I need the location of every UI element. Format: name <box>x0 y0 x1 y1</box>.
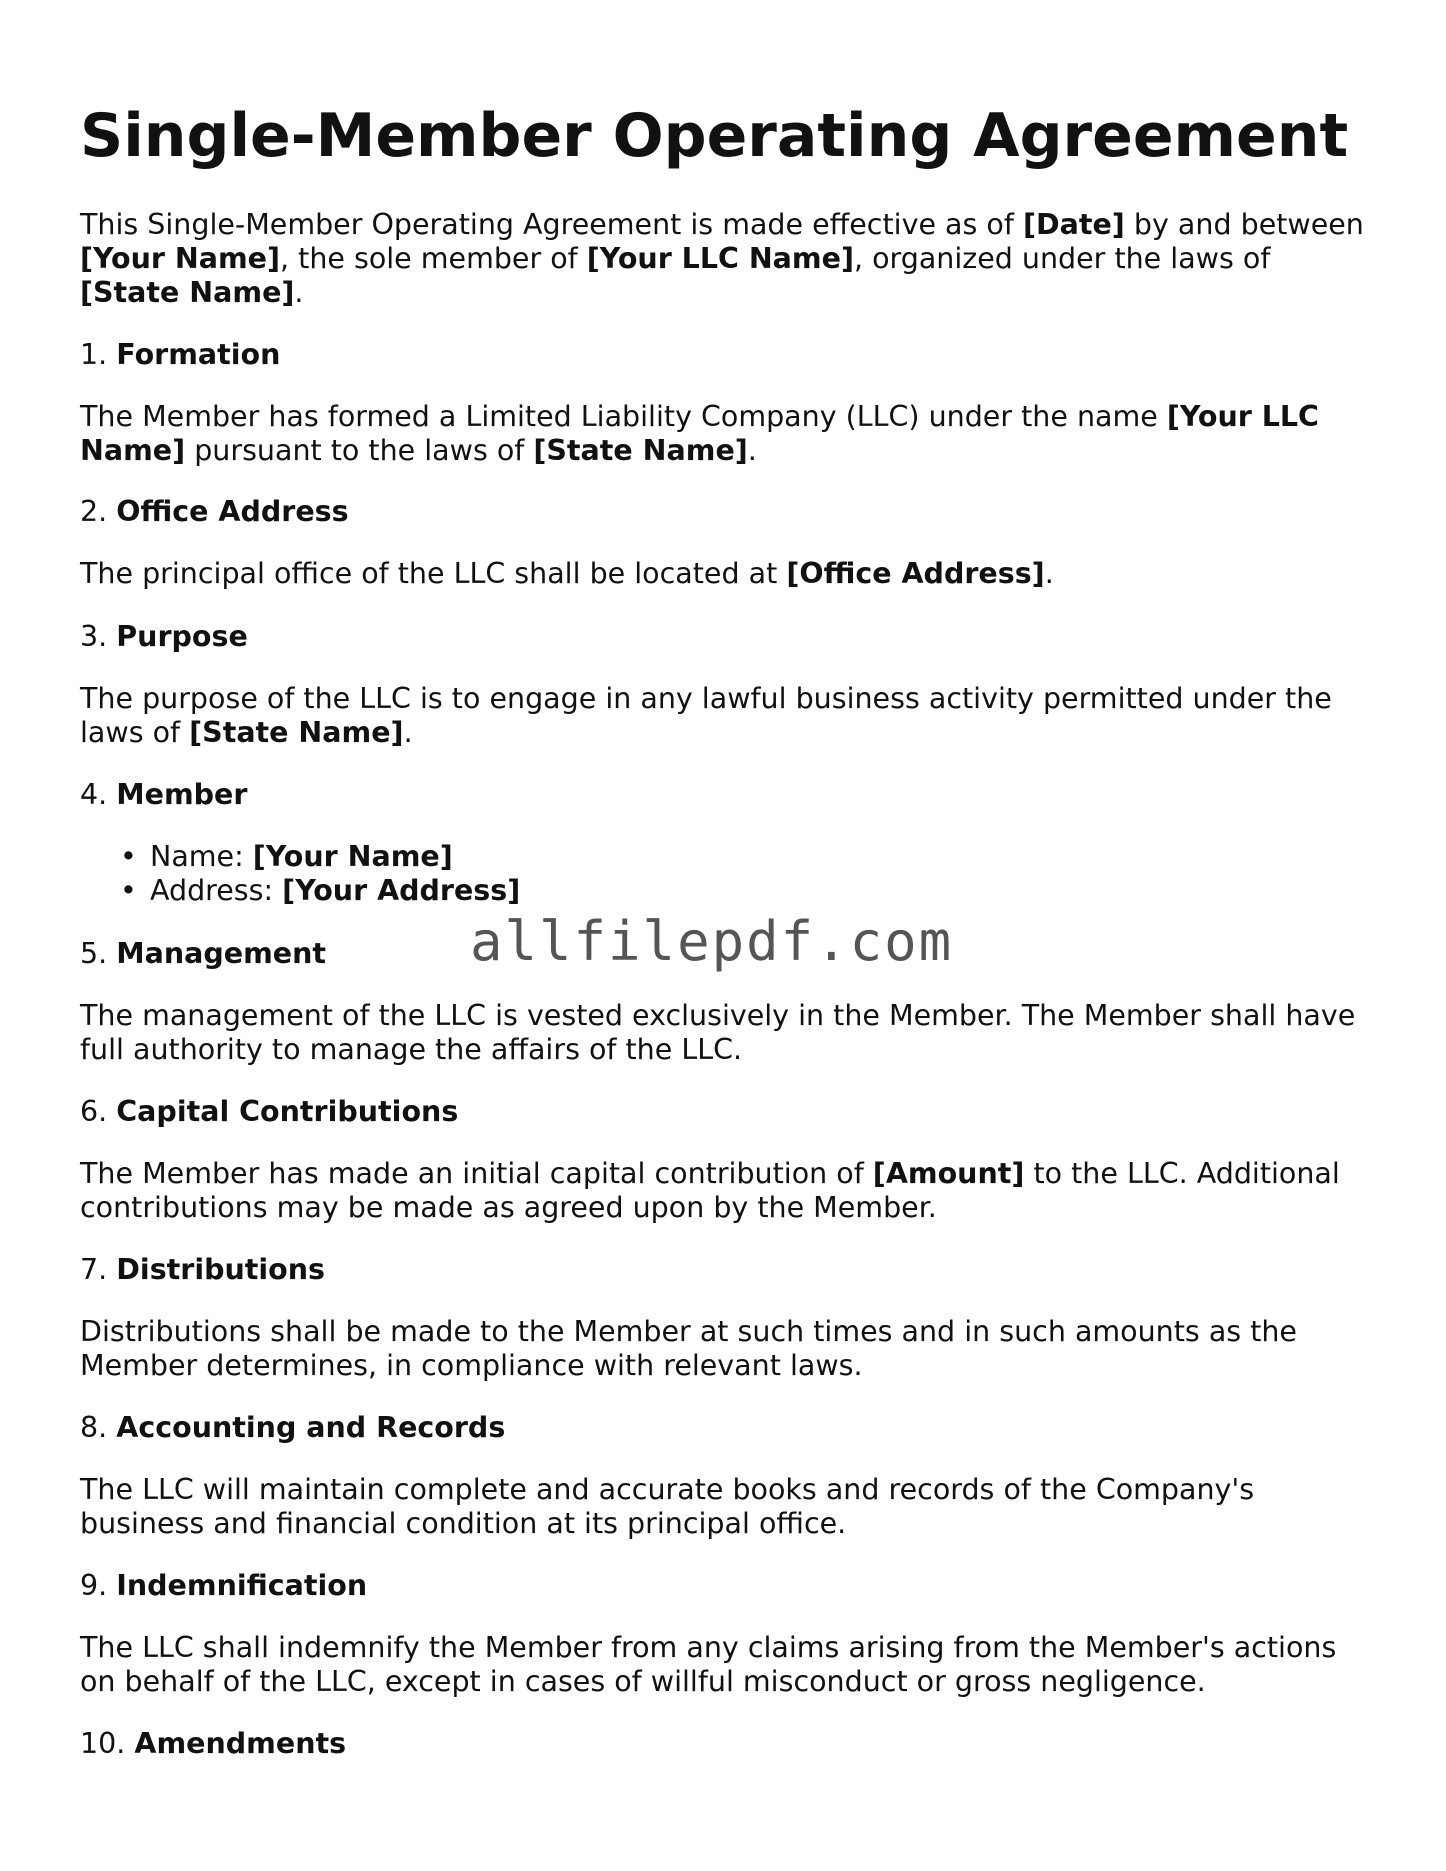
your-name-placeholder: [Your Name] <box>80 242 281 275</box>
section-heading-member: 4. Member <box>80 778 248 811</box>
member-list <box>80 840 520 908</box>
management-paragraph: The management of the LLC is vested exclusively in the Member. The Member shall have full authority to manage the affairs of the LLC. <box>80 999 1356 1066</box>
office-paragraph: The principal office of the LLC shall be located at [Office Address]. <box>80 557 1054 590</box>
section-heading-office-address: 2. Office Address <box>80 495 349 528</box>
list-item: • Name: [Your Name] <box>150 840 520 874</box>
purpose-paragraph: The purpose of the LLC is to engage in any lawful business activity permitted under the laws of [State Name]. <box>80 682 1332 749</box>
document-title: Single-Member Operating Agreement <box>80 101 1349 171</box>
capital-paragraph: The Member has made an initial capital contribution of [Amount] to the LLC. Additional contributions may be made as agreed upon by the Member. <box>80 1157 1340 1224</box>
llc-name-placeholder: [Your LLC Name] <box>586 242 854 275</box>
accounting-paragraph: The LLC will maintain complete and accurate books and records of the Company's business and financial condition at its principal office. <box>80 1473 1255 1540</box>
indemnification-paragraph: The LLC shall indemnify the Member from any claims arising from the Member's actions on behalf of the LLC, except in cases of willful misconduct or gross negligence. <box>80 1631 1337 1698</box>
section-heading-formation: 1. Formation <box>80 338 281 371</box>
section-heading-management: 5. Management <box>80 937 327 970</box>
section-heading-amendments: 10. Amendments <box>80 1727 347 1760</box>
section-heading-accounting: 8. Accounting and Records <box>80 1411 506 1444</box>
formation-paragraph: The Member has formed a Limited Liability Company (LLC) under the name [Your LLC Name] pursuant to the laws of [State Name]. <box>80 400 1319 467</box>
section-heading-capital-contributions: 6. Capital Contributions <box>80 1095 459 1128</box>
watermark: allfilepdf.com <box>470 910 954 973</box>
section-heading-indemnification: 9. Indemnification <box>80 1569 368 1602</box>
distributions-paragraph: Distributions shall be made to the Member at such times and in such amounts as the Member determines, in compliance with relevant laws. <box>80 1315 1297 1382</box>
date-placeholder: [Date] <box>1022 208 1125 241</box>
section-heading-distributions: 7. Distributions <box>80 1253 326 1286</box>
intro-paragraph: This Single-Member Operating Agreement is made effective as of [Date] by and between [Your Name], the sole member of [Your LLC Name], organized under the laws of [State Name]. <box>80 208 1364 309</box>
section-heading-purpose: 3. Purpose <box>80 620 248 653</box>
state-name-placeholder: [State Name] <box>80 276 295 309</box>
list-item: • Address: [Your Address] <box>150 874 520 908</box>
